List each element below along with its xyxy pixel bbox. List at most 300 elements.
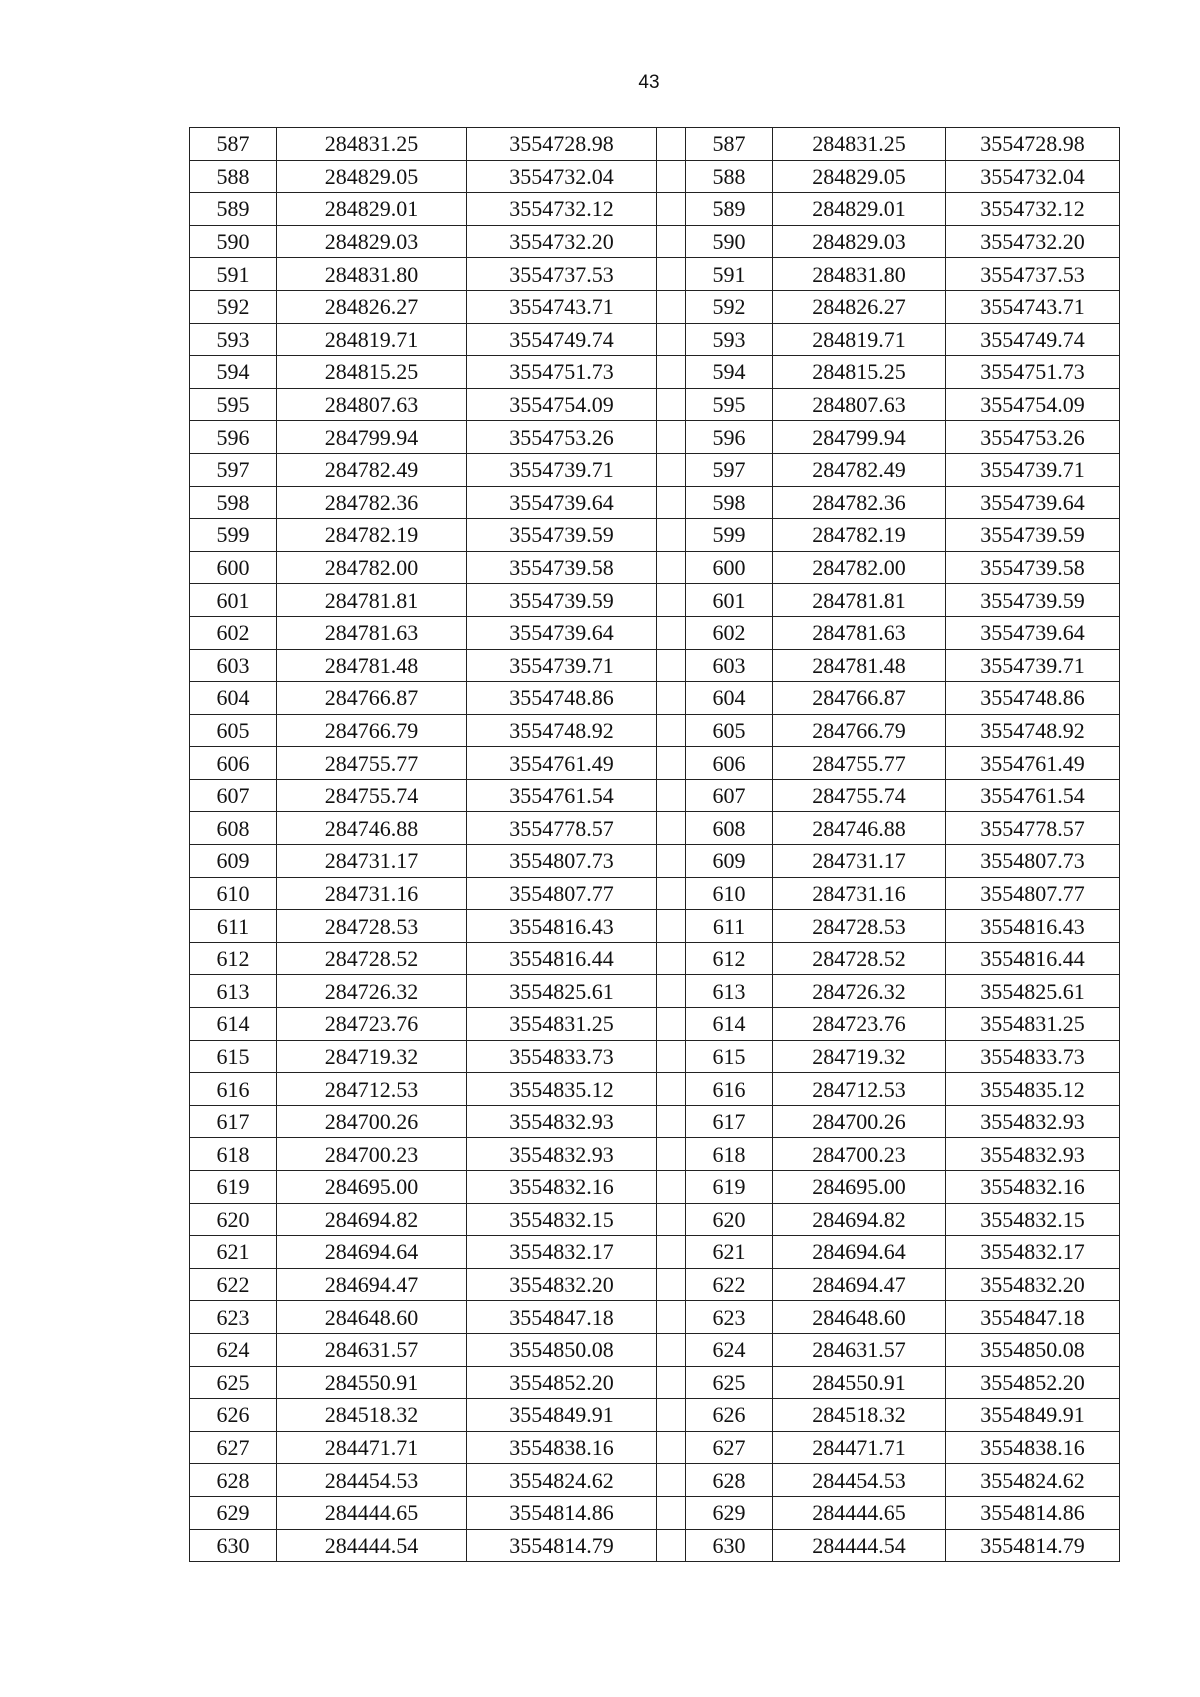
table-row: [190, 128, 1120, 161]
x-coordinate-right-cell: 284700.26: [773, 1105, 946, 1138]
x-coordinate-right-cell: 284766.79: [773, 714, 946, 747]
y-coordinate-right-cell: 3554807.77: [946, 877, 1120, 910]
column-gap-cell: [657, 551, 686, 584]
x-coordinate-left-cell: 284694.64: [277, 1236, 467, 1269]
y-coordinate-left-cell: 3554814.86: [467, 1496, 657, 1529]
y-coordinate-right-cell: 3554761.49: [946, 747, 1120, 780]
y-coordinate-left-cell: 3554832.93: [467, 1138, 657, 1171]
y-coordinate-left-cell: 3554737.53: [467, 258, 657, 291]
point-number-right-cell: 611: [686, 910, 773, 943]
table-row: [190, 747, 1120, 780]
column-gap-cell: [657, 1040, 686, 1073]
point-number-left-cell: 593: [190, 323, 277, 356]
table-row: [190, 714, 1120, 747]
y-coordinate-right-cell: 3554847.18: [946, 1301, 1120, 1334]
x-coordinate-right-cell: 284518.32: [773, 1399, 946, 1432]
y-coordinate-left-cell: 3554814.79: [467, 1529, 657, 1562]
column-gap-cell: [657, 486, 686, 519]
column-gap-cell: [657, 812, 686, 845]
y-coordinate-left-cell: 3554753.26: [467, 421, 657, 454]
x-coordinate-left-cell: 284712.53: [277, 1073, 467, 1106]
column-gap-cell: [657, 779, 686, 812]
x-coordinate-left-cell: 284550.91: [277, 1366, 467, 1399]
table-row: [190, 160, 1120, 193]
point-number-right-cell: 618: [686, 1138, 773, 1171]
y-coordinate-right-cell: 3554832.20: [946, 1268, 1120, 1301]
x-coordinate-left-cell: 284471.71: [277, 1431, 467, 1464]
x-coordinate-left-cell: 284831.25: [277, 128, 467, 161]
point-number-right-cell: 603: [686, 649, 773, 682]
x-coordinate-right-cell: 284819.71: [773, 323, 946, 356]
point-number-right-cell: 599: [686, 519, 773, 552]
x-coordinate-left-cell: 284781.81: [277, 584, 467, 617]
point-number-left-cell: 601: [190, 584, 277, 617]
y-coordinate-right-cell: 3554739.64: [946, 486, 1120, 519]
point-number-right-cell: 625: [686, 1366, 773, 1399]
point-number-right-cell: 608: [686, 812, 773, 845]
point-number-left-cell: 590: [190, 225, 277, 258]
y-coordinate-right-cell: 3554732.04: [946, 160, 1120, 193]
y-coordinate-left-cell: 3554849.91: [467, 1399, 657, 1432]
y-coordinate-left-cell: 3554824.62: [467, 1464, 657, 1497]
column-gap-cell: [657, 453, 686, 486]
x-coordinate-left-cell: 284728.52: [277, 942, 467, 975]
table-row: [190, 845, 1120, 878]
point-number-right-cell: 588: [686, 160, 773, 193]
point-number-right-cell: 616: [686, 1073, 773, 1106]
column-gap-cell: [657, 388, 686, 421]
point-number-left-cell: 622: [190, 1268, 277, 1301]
point-number-right-cell: 609: [686, 845, 773, 878]
x-coordinate-right-cell: 284695.00: [773, 1171, 946, 1204]
column-gap-cell: [657, 1529, 686, 1562]
point-number-left-cell: 619: [190, 1171, 277, 1204]
x-coordinate-right-cell: 284782.00: [773, 551, 946, 584]
x-coordinate-right-cell: 284471.71: [773, 1431, 946, 1464]
x-coordinate-left-cell: 284826.27: [277, 290, 467, 323]
point-number-left-cell: 611: [190, 910, 277, 943]
x-coordinate-right-cell: 284831.80: [773, 258, 946, 291]
point-number-right-cell: 613: [686, 975, 773, 1008]
y-coordinate-right-cell: 3554814.86: [946, 1496, 1120, 1529]
table-row: [190, 1040, 1120, 1073]
column-gap-cell: [657, 877, 686, 910]
y-coordinate-left-cell: 3554751.73: [467, 356, 657, 389]
table-row: [190, 1203, 1120, 1236]
column-gap-cell: [657, 290, 686, 323]
x-coordinate-left-cell: 284454.53: [277, 1464, 467, 1497]
column-gap-cell: [657, 1366, 686, 1399]
column-gap-cell: [657, 1268, 686, 1301]
x-coordinate-right-cell: 284454.53: [773, 1464, 946, 1497]
x-coordinate-right-cell: 284829.05: [773, 160, 946, 193]
point-number-right-cell: 597: [686, 453, 773, 486]
y-coordinate-left-cell: 3554835.12: [467, 1073, 657, 1106]
point-number-right-cell: 626: [686, 1399, 773, 1432]
point-number-left-cell: 591: [190, 258, 277, 291]
y-coordinate-left-cell: 3554754.09: [467, 388, 657, 421]
table-row: [190, 1268, 1120, 1301]
y-coordinate-left-cell: 3554749.74: [467, 323, 657, 356]
y-coordinate-right-cell: 3554832.17: [946, 1236, 1120, 1269]
x-coordinate-right-cell: 284631.57: [773, 1333, 946, 1366]
x-coordinate-left-cell: 284700.23: [277, 1138, 467, 1171]
x-coordinate-right-cell: 284550.91: [773, 1366, 946, 1399]
column-gap-cell: [657, 1496, 686, 1529]
y-coordinate-left-cell: 3554831.25: [467, 1008, 657, 1041]
point-number-left-cell: 624: [190, 1333, 277, 1366]
y-coordinate-right-cell: 3554831.25: [946, 1008, 1120, 1041]
column-gap-cell: [657, 616, 686, 649]
column-gap-cell: [657, 421, 686, 454]
y-coordinate-left-cell: 3554807.77: [467, 877, 657, 910]
column-gap-cell: [657, 1431, 686, 1464]
column-gap-cell: [657, 584, 686, 617]
x-coordinate-left-cell: 284781.63: [277, 616, 467, 649]
point-number-left-cell: 616: [190, 1073, 277, 1106]
x-coordinate-left-cell: 284829.03: [277, 225, 467, 258]
point-number-right-cell: 627: [686, 1431, 773, 1464]
point-number-left-cell: 605: [190, 714, 277, 747]
column-gap-cell: [657, 845, 686, 878]
x-coordinate-right-cell: 284728.53: [773, 910, 946, 943]
point-number-right-cell: 601: [686, 584, 773, 617]
point-number-left-cell: 613: [190, 975, 277, 1008]
column-gap-cell: [657, 975, 686, 1008]
point-number-left-cell: 625: [190, 1366, 277, 1399]
x-coordinate-right-cell: 284444.65: [773, 1496, 946, 1529]
x-coordinate-left-cell: 284799.94: [277, 421, 467, 454]
y-coordinate-left-cell: 3554748.86: [467, 682, 657, 715]
y-coordinate-right-cell: 3554838.16: [946, 1431, 1120, 1464]
column-gap-cell: [657, 519, 686, 552]
y-coordinate-right-cell: 3554753.26: [946, 421, 1120, 454]
column-gap-cell: [657, 1171, 686, 1204]
point-number-left-cell: 623: [190, 1301, 277, 1334]
table-row: [190, 225, 1120, 258]
point-number-right-cell: 607: [686, 779, 773, 812]
x-coordinate-right-cell: 284694.47: [773, 1268, 946, 1301]
x-coordinate-left-cell: 284781.48: [277, 649, 467, 682]
point-number-right-cell: 621: [686, 1236, 773, 1269]
point-number-left-cell: 608: [190, 812, 277, 845]
x-coordinate-left-cell: 284829.05: [277, 160, 467, 193]
y-coordinate-right-cell: 3554807.73: [946, 845, 1120, 878]
x-coordinate-left-cell: 284648.60: [277, 1301, 467, 1334]
y-coordinate-right-cell: 3554739.59: [946, 519, 1120, 552]
table-row: [190, 519, 1120, 552]
y-coordinate-right-cell: 3554832.93: [946, 1105, 1120, 1138]
table-row: [190, 942, 1120, 975]
point-number-left-cell: 602: [190, 616, 277, 649]
table-row: [190, 1431, 1120, 1464]
x-coordinate-right-cell: 284807.63: [773, 388, 946, 421]
column-gap-cell: [657, 649, 686, 682]
y-coordinate-left-cell: 3554807.73: [467, 845, 657, 878]
column-gap-cell: [657, 1333, 686, 1366]
table-row: [190, 193, 1120, 226]
column-gap-cell: [657, 1236, 686, 1269]
x-coordinate-left-cell: 284700.26: [277, 1105, 467, 1138]
x-coordinate-left-cell: 284766.79: [277, 714, 467, 747]
coordinates-table: [189, 127, 1120, 1562]
y-coordinate-left-cell: 3554825.61: [467, 975, 657, 1008]
x-coordinate-right-cell: 284826.27: [773, 290, 946, 323]
point-number-left-cell: 594: [190, 356, 277, 389]
y-coordinate-left-cell: 3554739.58: [467, 551, 657, 584]
y-coordinate-left-cell: 3554832.93: [467, 1105, 657, 1138]
point-number-right-cell: 622: [686, 1268, 773, 1301]
y-coordinate-right-cell: 3554761.54: [946, 779, 1120, 812]
table-row: [190, 1171, 1120, 1204]
point-number-left-cell: 620: [190, 1203, 277, 1236]
column-gap-cell: [657, 910, 686, 943]
point-number-right-cell: 617: [686, 1105, 773, 1138]
point-number-left-cell: 604: [190, 682, 277, 715]
x-coordinate-left-cell: 284731.17: [277, 845, 467, 878]
column-gap-cell: [657, 714, 686, 747]
point-number-left-cell: 587: [190, 128, 277, 161]
x-coordinate-right-cell: 284829.03: [773, 225, 946, 258]
column-gap-cell: [657, 356, 686, 389]
point-number-right-cell: 591: [686, 258, 773, 291]
point-number-left-cell: 614: [190, 1008, 277, 1041]
y-coordinate-right-cell: 3554754.09: [946, 388, 1120, 421]
x-coordinate-left-cell: 284728.53: [277, 910, 467, 943]
y-coordinate-right-cell: 3554832.15: [946, 1203, 1120, 1236]
point-number-right-cell: 602: [686, 616, 773, 649]
y-coordinate-left-cell: 3554739.64: [467, 486, 657, 519]
x-coordinate-right-cell: 284746.88: [773, 812, 946, 845]
x-coordinate-right-cell: 284694.64: [773, 1236, 946, 1269]
point-number-left-cell: 610: [190, 877, 277, 910]
y-coordinate-left-cell: 3554743.71: [467, 290, 657, 323]
x-coordinate-left-cell: 284694.82: [277, 1203, 467, 1236]
x-coordinate-right-cell: 284723.76: [773, 1008, 946, 1041]
column-gap-cell: [657, 128, 686, 161]
column-gap-cell: [657, 1399, 686, 1432]
x-coordinate-left-cell: 284831.80: [277, 258, 467, 291]
y-coordinate-right-cell: 3554739.71: [946, 649, 1120, 682]
y-coordinate-right-cell: 3554824.62: [946, 1464, 1120, 1497]
column-gap-cell: [657, 1073, 686, 1106]
point-number-left-cell: 617: [190, 1105, 277, 1138]
point-number-right-cell: 593: [686, 323, 773, 356]
point-number-left-cell: 589: [190, 193, 277, 226]
y-coordinate-left-cell: 3554852.20: [467, 1366, 657, 1399]
table-row: [190, 323, 1120, 356]
column-gap-cell: [657, 1203, 686, 1236]
x-coordinate-left-cell: 284444.65: [277, 1496, 467, 1529]
x-coordinate-left-cell: 284518.32: [277, 1399, 467, 1432]
point-number-left-cell: 615: [190, 1040, 277, 1073]
y-coordinate-right-cell: 3554739.64: [946, 616, 1120, 649]
x-coordinate-left-cell: 284815.25: [277, 356, 467, 389]
column-gap-cell: [657, 160, 686, 193]
y-coordinate-left-cell: 3554739.71: [467, 649, 657, 682]
x-coordinate-right-cell: 284728.52: [773, 942, 946, 975]
point-number-left-cell: 612: [190, 942, 277, 975]
point-number-right-cell: 628: [686, 1464, 773, 1497]
point-number-left-cell: 596: [190, 421, 277, 454]
table-row: [190, 1236, 1120, 1269]
y-coordinate-left-cell: 3554739.71: [467, 453, 657, 486]
point-number-right-cell: 623: [686, 1301, 773, 1334]
y-coordinate-right-cell: 3554739.71: [946, 453, 1120, 486]
x-coordinate-right-cell: 284726.32: [773, 975, 946, 1008]
column-gap-cell: [657, 258, 686, 291]
column-gap-cell: [657, 323, 686, 356]
y-coordinate-right-cell: 3554732.20: [946, 225, 1120, 258]
point-number-left-cell: 588: [190, 160, 277, 193]
x-coordinate-right-cell: 284815.25: [773, 356, 946, 389]
y-coordinate-left-cell: 3554739.59: [467, 519, 657, 552]
point-number-right-cell: 619: [686, 1171, 773, 1204]
x-coordinate-left-cell: 284782.36: [277, 486, 467, 519]
y-coordinate-right-cell: 3554751.73: [946, 356, 1120, 389]
x-coordinate-right-cell: 284755.74: [773, 779, 946, 812]
x-coordinate-left-cell: 284782.19: [277, 519, 467, 552]
point-number-right-cell: 589: [686, 193, 773, 226]
y-coordinate-right-cell: 3554833.73: [946, 1040, 1120, 1073]
y-coordinate-left-cell: 3554832.16: [467, 1171, 657, 1204]
y-coordinate-left-cell: 3554739.64: [467, 616, 657, 649]
point-number-right-cell: 610: [686, 877, 773, 910]
y-coordinate-right-cell: 3554728.98: [946, 128, 1120, 161]
y-coordinate-left-cell: 3554728.98: [467, 128, 657, 161]
y-coordinate-right-cell: 3554737.53: [946, 258, 1120, 291]
coordinates-table-body: [190, 128, 1120, 1562]
y-coordinate-left-cell: 3554778.57: [467, 812, 657, 845]
column-gap-cell: [657, 225, 686, 258]
y-coordinate-right-cell: 3554850.08: [946, 1333, 1120, 1366]
point-number-right-cell: 595: [686, 388, 773, 421]
x-coordinate-right-cell: 284831.25: [773, 128, 946, 161]
column-gap-cell: [657, 1138, 686, 1171]
y-coordinate-right-cell: 3554739.59: [946, 584, 1120, 617]
point-number-right-cell: 598: [686, 486, 773, 519]
table-row: [190, 1301, 1120, 1334]
table-row: [190, 453, 1120, 486]
x-coordinate-left-cell: 284631.57: [277, 1333, 467, 1366]
point-number-right-cell: 630: [686, 1529, 773, 1562]
y-coordinate-right-cell: 3554832.16: [946, 1171, 1120, 1204]
y-coordinate-right-cell: 3554748.86: [946, 682, 1120, 715]
table-row: [190, 551, 1120, 584]
column-gap-cell: [657, 682, 686, 715]
column-gap-cell: [657, 1105, 686, 1138]
point-number-right-cell: 605: [686, 714, 773, 747]
table-row: [190, 421, 1120, 454]
x-coordinate-right-cell: 284755.77: [773, 747, 946, 780]
y-coordinate-right-cell: 3554835.12: [946, 1073, 1120, 1106]
x-coordinate-left-cell: 284819.71: [277, 323, 467, 356]
table-row: [190, 1464, 1120, 1497]
x-coordinate-right-cell: 284444.54: [773, 1529, 946, 1562]
table-row: [190, 616, 1120, 649]
x-coordinate-left-cell: 284782.00: [277, 551, 467, 584]
x-coordinate-left-cell: 284719.32: [277, 1040, 467, 1073]
y-coordinate-right-cell: 3554749.74: [946, 323, 1120, 356]
x-coordinate-right-cell: 284712.53: [773, 1073, 946, 1106]
x-coordinate-left-cell: 284694.47: [277, 1268, 467, 1301]
x-coordinate-right-cell: 284731.17: [773, 845, 946, 878]
column-gap-cell: [657, 747, 686, 780]
point-number-left-cell: 599: [190, 519, 277, 552]
point-number-left-cell: 595: [190, 388, 277, 421]
x-coordinate-left-cell: 284731.16: [277, 877, 467, 910]
point-number-right-cell: 600: [686, 551, 773, 584]
table-row: [190, 812, 1120, 845]
point-number-left-cell: 607: [190, 779, 277, 812]
table-row: [190, 779, 1120, 812]
y-coordinate-left-cell: 3554732.20: [467, 225, 657, 258]
point-number-left-cell: 609: [190, 845, 277, 878]
column-gap-cell: [657, 1464, 686, 1497]
y-coordinate-right-cell: 3554748.92: [946, 714, 1120, 747]
y-coordinate-right-cell: 3554849.91: [946, 1399, 1120, 1432]
table-row: [190, 682, 1120, 715]
x-coordinate-left-cell: 284782.49: [277, 453, 467, 486]
table-row: [190, 486, 1120, 519]
point-number-left-cell: 630: [190, 1529, 277, 1562]
x-coordinate-right-cell: 284781.48: [773, 649, 946, 682]
table-row: [190, 258, 1120, 291]
y-coordinate-left-cell: 3554732.12: [467, 193, 657, 226]
y-coordinate-left-cell: 3554761.49: [467, 747, 657, 780]
x-coordinate-right-cell: 284782.36: [773, 486, 946, 519]
y-coordinate-left-cell: 3554732.04: [467, 160, 657, 193]
y-coordinate-left-cell: 3554761.54: [467, 779, 657, 812]
table-row: [190, 1366, 1120, 1399]
point-number-left-cell: 606: [190, 747, 277, 780]
table-row: [190, 1138, 1120, 1171]
column-gap-cell: [657, 942, 686, 975]
point-number-right-cell: 604: [686, 682, 773, 715]
point-number-left-cell: 627: [190, 1431, 277, 1464]
point-number-left-cell: 628: [190, 1464, 277, 1497]
y-coordinate-left-cell: 3554832.15: [467, 1203, 657, 1236]
x-coordinate-right-cell: 284829.01: [773, 193, 946, 226]
x-coordinate-left-cell: 284766.87: [277, 682, 467, 715]
point-number-right-cell: 615: [686, 1040, 773, 1073]
y-coordinate-left-cell: 3554816.43: [467, 910, 657, 943]
point-number-right-cell: 624: [686, 1333, 773, 1366]
point-number-left-cell: 618: [190, 1138, 277, 1171]
point-number-right-cell: 620: [686, 1203, 773, 1236]
x-coordinate-right-cell: 284799.94: [773, 421, 946, 454]
point-number-right-cell: 612: [686, 942, 773, 975]
y-coordinate-right-cell: 3554739.58: [946, 551, 1120, 584]
y-coordinate-right-cell: 3554732.12: [946, 193, 1120, 226]
table-row: [190, 584, 1120, 617]
point-number-left-cell: 598: [190, 486, 277, 519]
point-number-right-cell: 592: [686, 290, 773, 323]
x-coordinate-right-cell: 284766.87: [773, 682, 946, 715]
y-coordinate-left-cell: 3554816.44: [467, 942, 657, 975]
point-number-left-cell: 629: [190, 1496, 277, 1529]
y-coordinate-left-cell: 3554739.59: [467, 584, 657, 617]
table-row: [190, 1333, 1120, 1366]
x-coordinate-left-cell: 284755.77: [277, 747, 467, 780]
table-row: [190, 877, 1120, 910]
x-coordinate-left-cell: 284723.76: [277, 1008, 467, 1041]
column-gap-cell: [657, 1301, 686, 1334]
point-number-right-cell: 594: [686, 356, 773, 389]
point-number-right-cell: 614: [686, 1008, 773, 1041]
x-coordinate-left-cell: 284726.32: [277, 975, 467, 1008]
y-coordinate-left-cell: 3554838.16: [467, 1431, 657, 1464]
